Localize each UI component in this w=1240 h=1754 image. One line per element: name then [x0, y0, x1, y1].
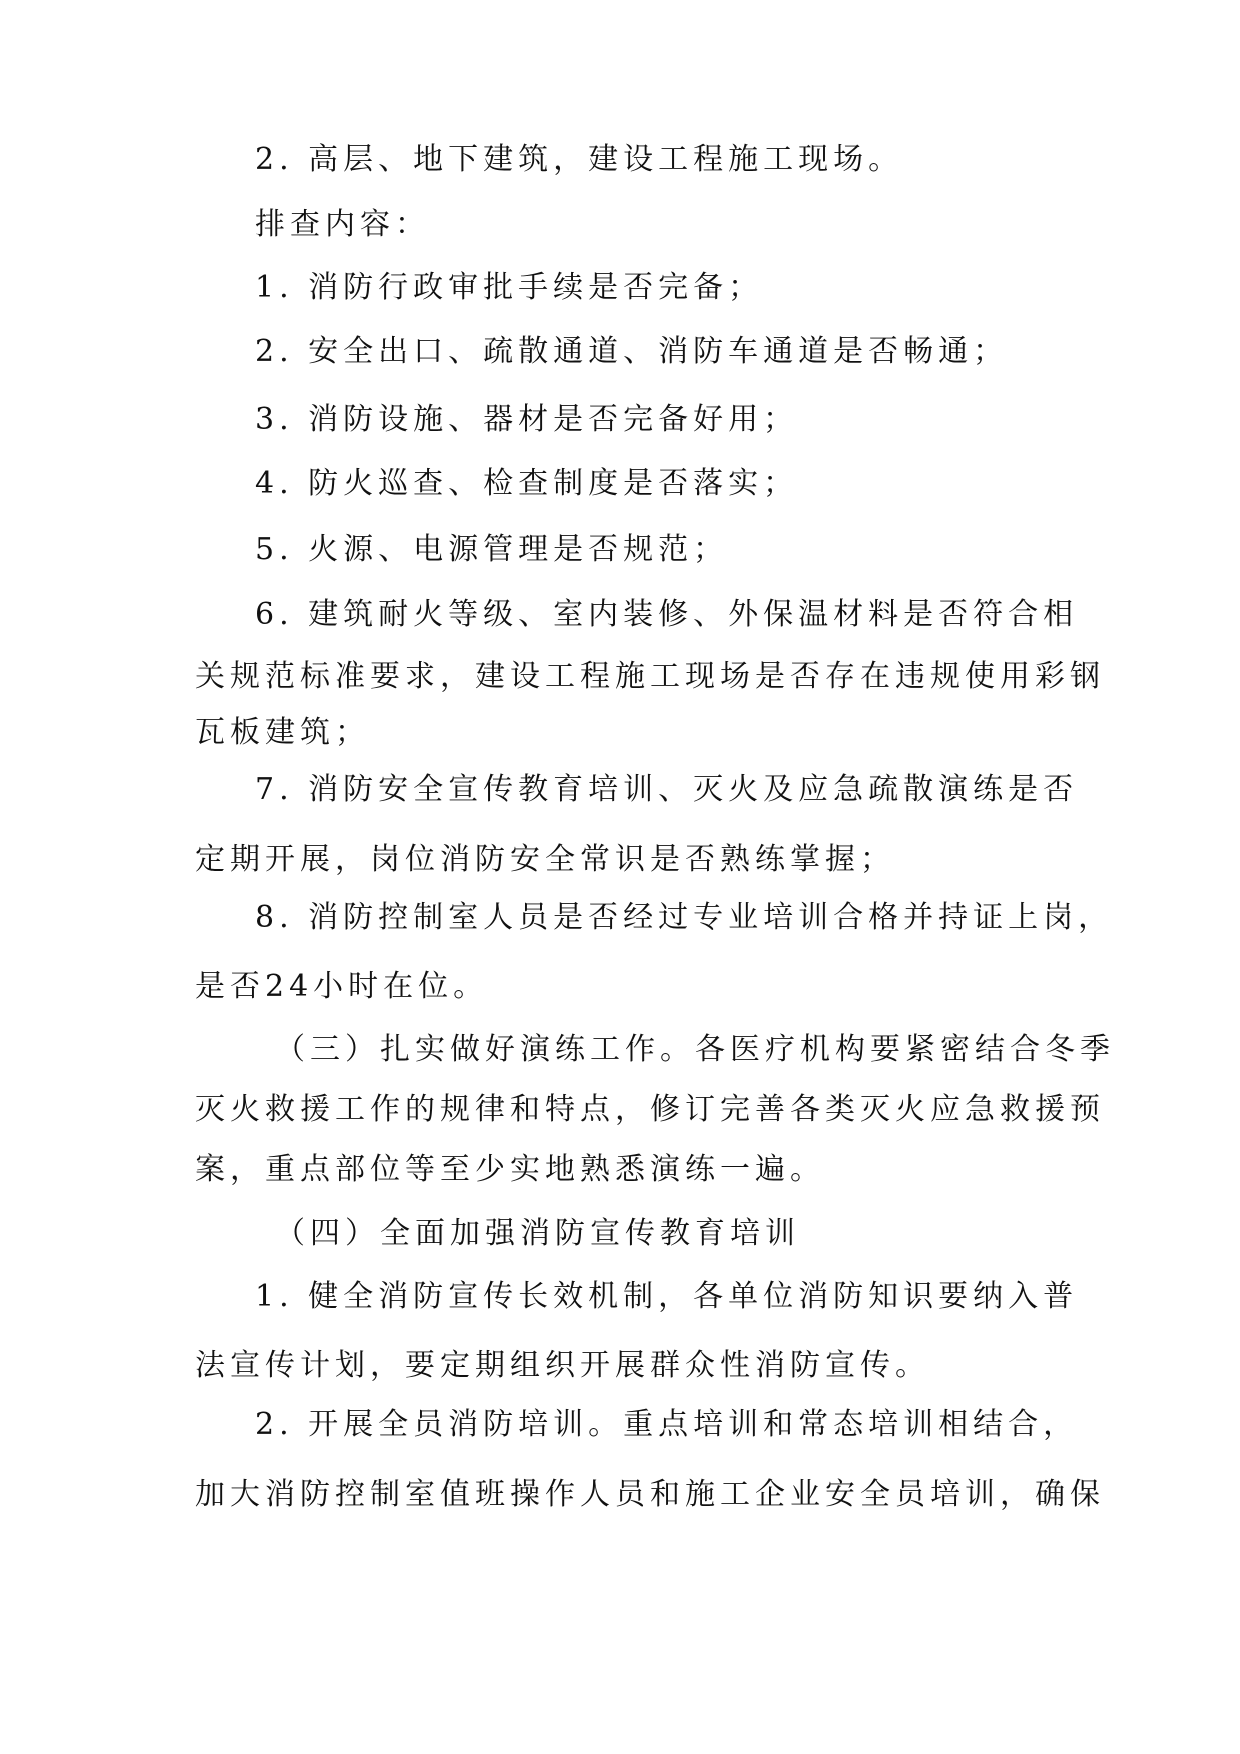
- list-item: 6. 建筑耐火等级、室内装修、外保温材料是否符合相: [255, 597, 1079, 632]
- paragraph-line: 加大消防控制室值班操作人员和施工企业安全员培训，确保: [195, 1477, 1105, 1512]
- paragraph-line: 法宣传计划，要定期组织开展群众性消防宣传。: [195, 1348, 930, 1383]
- paragraph-line: 瓦板建筑；: [195, 715, 370, 750]
- paragraph-line: 关规范标准要求，建设工程施工现场是否存在违规使用彩钢: [195, 659, 1105, 694]
- list-item: 1. 健全消防宣传长效机制，各单位消防知识要纳入普: [255, 1279, 1079, 1314]
- list-item: 1. 消防行政审批手续是否完备；: [255, 270, 764, 305]
- list-item: 5. 火源、电源管理是否规范；: [255, 532, 729, 567]
- paragraph-line: 灭火救援工作的规律和特点，修订完善各类灭火应急救援预: [195, 1092, 1105, 1127]
- paragraph-line: 是否24小时在位。: [195, 969, 489, 1004]
- paragraph-line: 定期开展，岗位消防安全常识是否熟练掌握；: [195, 842, 895, 877]
- paragraph-line: 2. 高层、地下建筑，建设工程施工现场。: [255, 142, 904, 177]
- list-item: 4. 防火巡查、检查制度是否落实；: [255, 466, 799, 501]
- section-heading: （四）全面加强消防宣传教育培训: [275, 1216, 800, 1251]
- list-item: 7. 消防安全宣传教育培训、灭火及应急疏散演练是否: [255, 772, 1079, 807]
- section-heading: （三）扎实做好演练工作。各医疗机构要紧密结合冬季: [275, 1032, 1115, 1067]
- list-item: 2. 安全出口、疏散通道、消防车通道是否畅通；: [255, 334, 1009, 369]
- list-item: 3. 消防设施、器材是否完备好用；: [255, 402, 799, 437]
- list-item: 8. 消防控制室人员是否经过专业培训合格并持证上岗，: [255, 900, 1114, 935]
- paragraph-line: 排查内容：: [255, 207, 430, 242]
- paragraph-line: 案，重点部位等至少实地熟悉演练一遍。: [195, 1152, 825, 1187]
- list-item: 2. 开展全员消防培训。重点培训和常态培训相结合，: [255, 1407, 1079, 1442]
